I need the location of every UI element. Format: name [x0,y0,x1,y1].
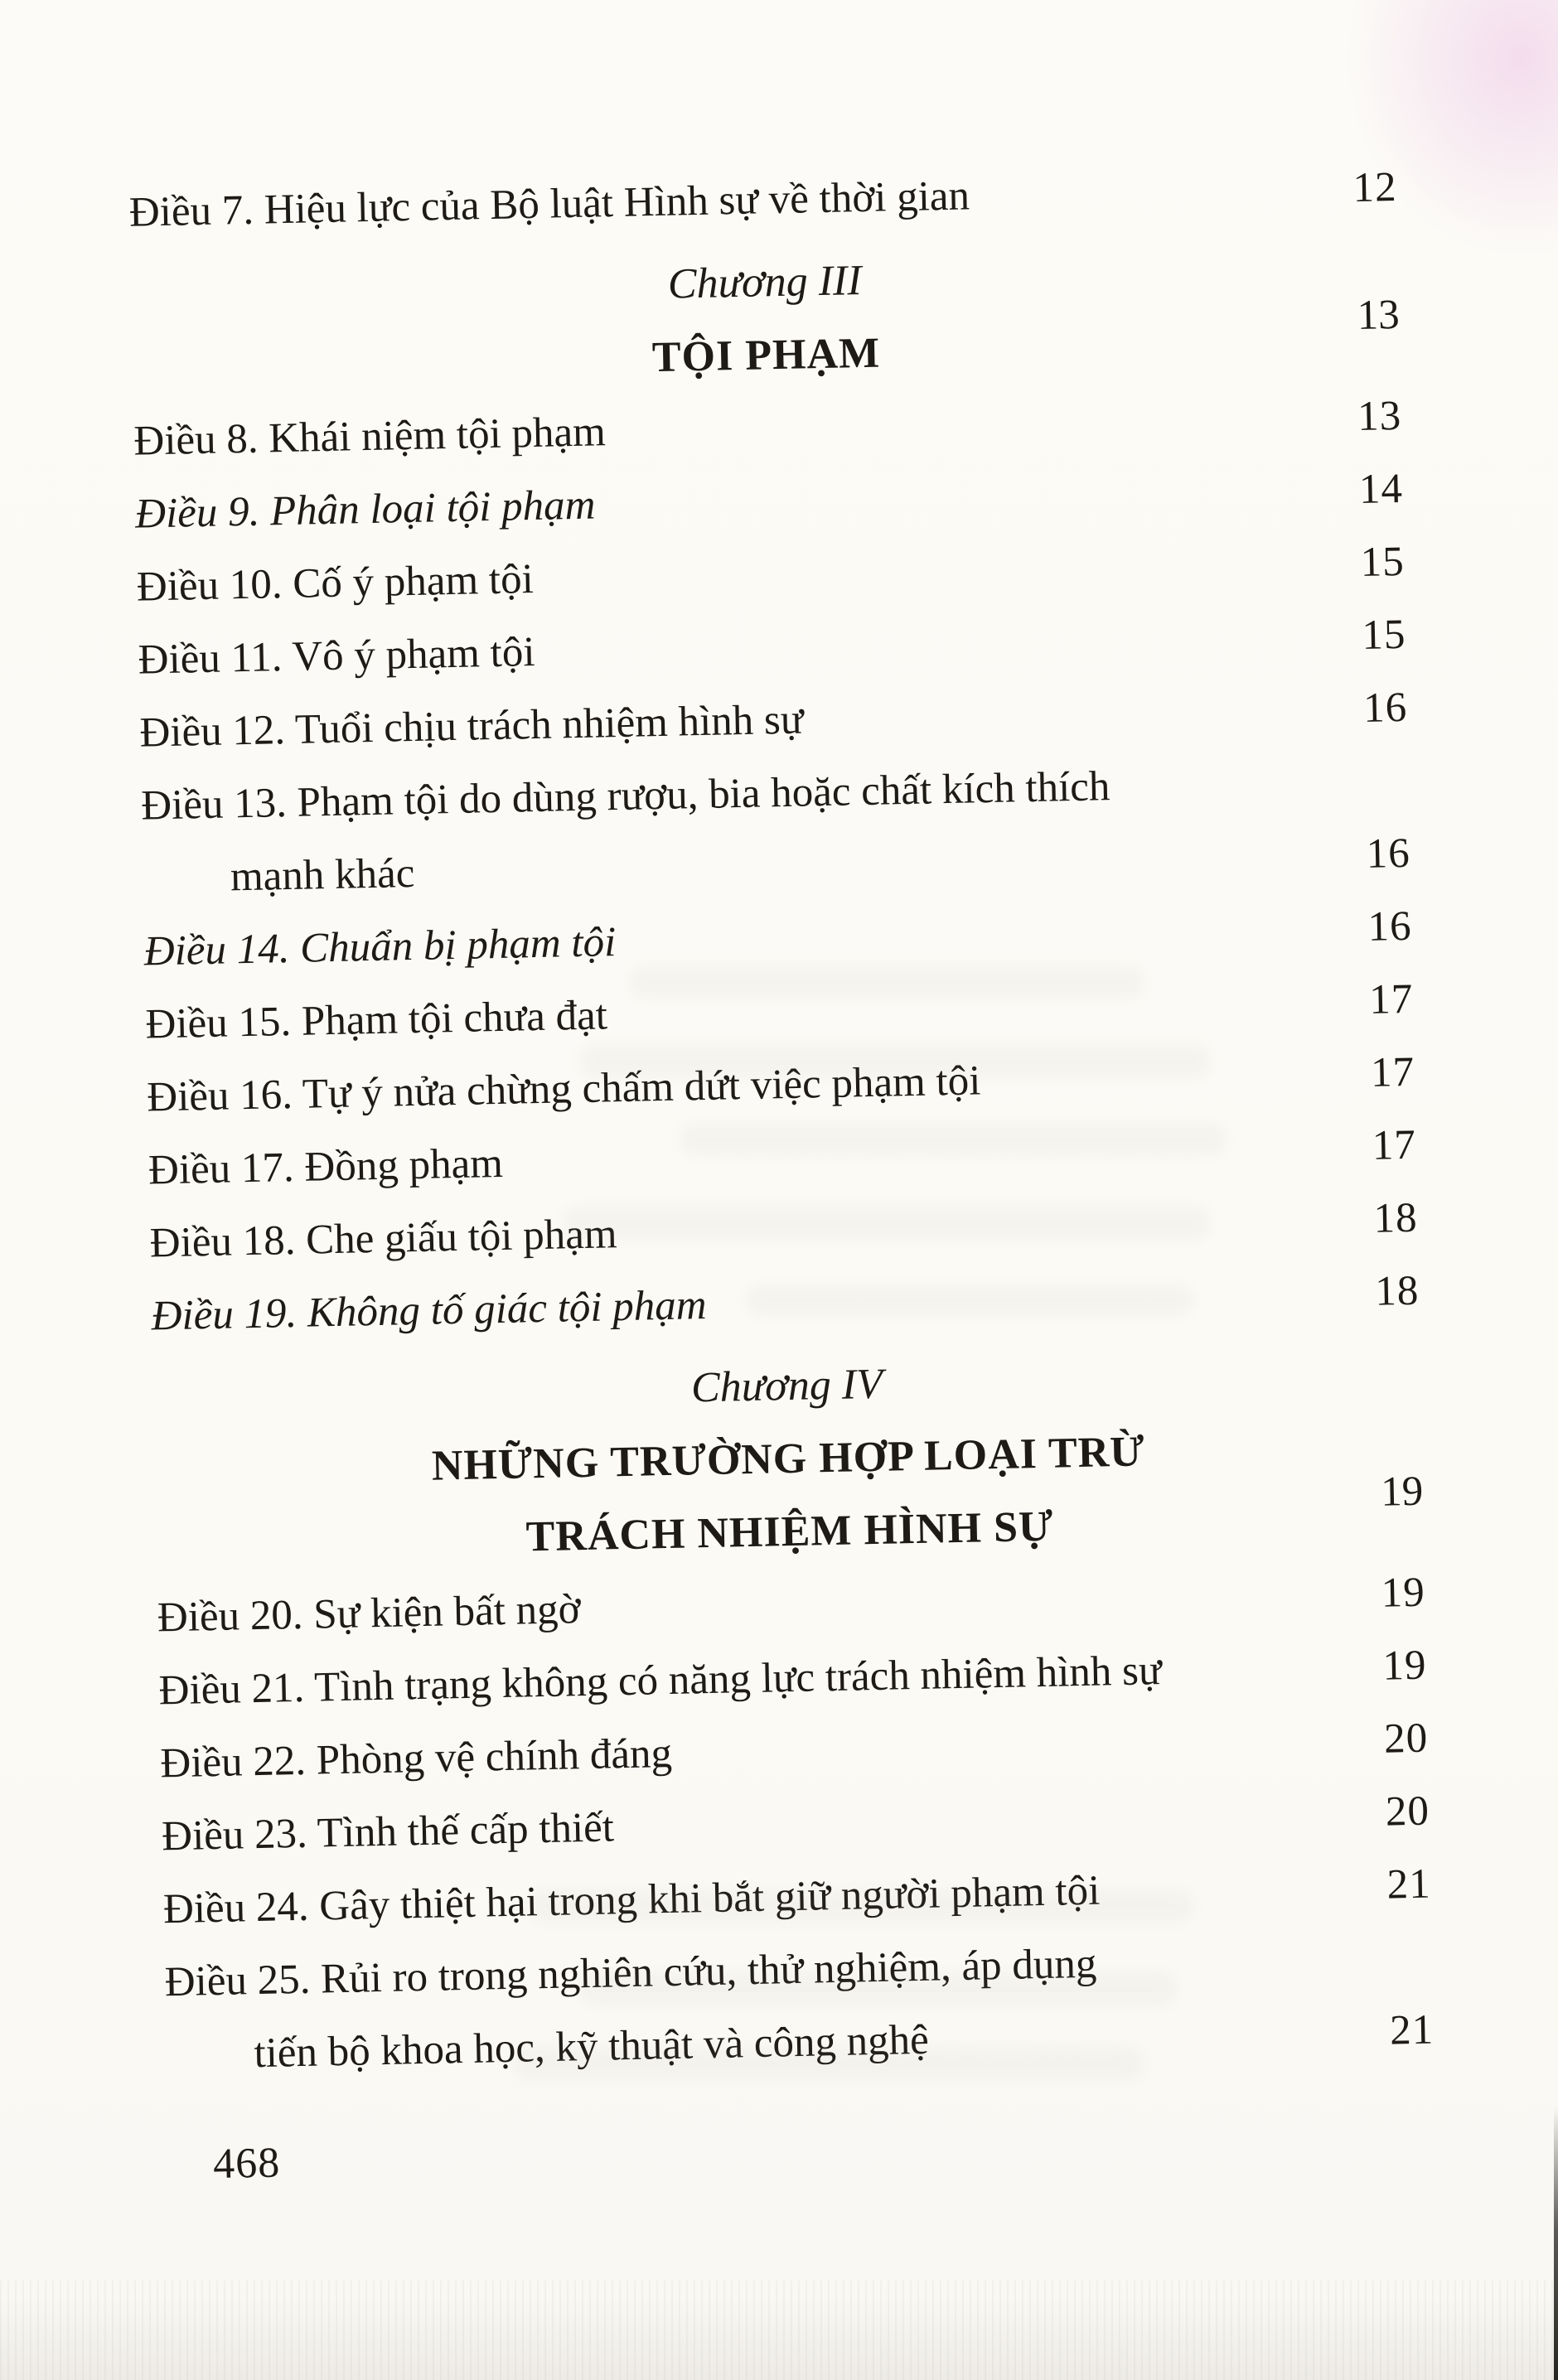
toc-entry-line: Điều 23. Tình thế cấp thiết [161,1804,615,1860]
toc-entry-line: Điều 11. Vô ý phạm tội [138,629,536,684]
toc-entry-line: Điều 25. Rủi ro trong nghiên cứu, thử nghiệm, áp dụng [164,1940,1097,2006]
toc-entry-line: Điều 17. Đồng phạm [148,1139,504,1194]
toc-entry [128,165,1397,264]
toc-entry-line: Điều 12. Tuổi chịu trách nhiệm hình sự [138,696,805,757]
toc-entry-page: 15 [1360,538,1406,586]
footer-page-number: 468 [212,2139,281,2189]
toc-entry-text [164,1936,1360,2106]
toc-entry-line: Điều 22. Phòng vệ chính đáng [159,1729,673,1787]
chapter-title: NHỮNG TRƯỜNG HỢP LOẠI TRỪ [431,1428,1146,1490]
chapter-title-row [154,1425,1423,1495]
toc-entry-page: 15 [1361,611,1406,659]
toc-entry-line: Điều 13. Phạm tội do dùng rượu, bia hoặc chất kích thích [140,763,1110,830]
toc-entry-page: 12 [1352,164,1398,212]
chapter-heading [130,248,1401,391]
toc-entry-line: Điều 15. Phạm tội chưa đạt [145,992,608,1048]
toc-entry-page: 16 [1367,902,1413,951]
toc-entry-page: 17 [1372,1121,1417,1169]
toc-entry-page: 18 [1374,1267,1420,1315]
toc-entry-page: 13 [1357,392,1402,441]
chapter-title-row [156,1468,1425,1568]
chapter-label: Chương IV [690,1360,883,1412]
toc-entry-line: Điều 24. Gây thiệt hại trong khi bắt giữ người phạm tội [162,1867,1101,1933]
toc-entry-line: Điều 7. Hiệu lực của Bộ luật Hình sự về thời gian [128,172,970,236]
toc-entry [164,1935,1435,2107]
toc-entry-line: Điều 16. Tự ý nửa chừng chấm dứt việc phạm tội [146,1057,981,1121]
toc-entry-line: Điều 19. Không tố giác tội phạm [151,1282,708,1340]
toc-entry-page: 19 [1381,1642,1427,1690]
toc-entry-text [128,167,1323,264]
toc-entry-page: 13 [1357,291,1401,339]
chapter-title-row [132,291,1401,391]
toc-entry-line: Điều 14. Chuẩn bị phạm tội [143,919,617,975]
toc-entry-line: Điều 8. Khái niệm tội phạm [133,409,607,465]
table-of-contents [128,165,1435,2106]
toc-entry-page: 18 [1373,1194,1419,1242]
chapter-label: Chương III [667,257,863,308]
toc-entry-line: Điều 9. Phân loại tội phạm [134,481,596,538]
chapter-title: TỘI PHẠM [651,329,881,382]
toc-entry [141,758,1411,930]
toc-entry-page: 16 [1366,830,1411,878]
toc-entry-page: 20 [1383,1715,1429,1763]
toc-entry-page: 20 [1385,1787,1430,1836]
toc-entry-line: Điều 10. Cố ý phạm tội [136,556,535,611]
toc-entry-page: 21 [1389,2006,1435,2054]
toc-entry-page: 21 [1386,1860,1432,1908]
toc-entry-line: Điều 21. Tình trạng không có năng lực trách nhiệm hình sự [158,1647,1163,1715]
toc-entry-page: 14 [1358,465,1404,513]
toc-entry-line-continuation: mạnh khác [230,849,415,901]
chapter-heading [152,1352,1424,1568]
toc-entry-page: 17 [1368,975,1414,1023]
toc-entry-page: 19 [1381,1569,1426,1617]
toc-entry-page: 19 [1380,1468,1424,1516]
toc-entry-line: Điều 20. Sự kiện bất ngờ [157,1586,582,1642]
toc-entry-page: 17 [1370,1048,1415,1096]
toc-entry-line: Điều 18. Che giấu tội phạm [149,1211,618,1267]
toc-entry-line-continuation: tiến bộ khoa học, kỹ thuật và công nghệ [253,2016,930,2078]
toc-entry-text [141,760,1337,930]
toc-entry-page: 16 [1362,684,1408,732]
chapter-title: TRÁCH NHIỆM HÌNH SỰ [525,1502,1054,1561]
